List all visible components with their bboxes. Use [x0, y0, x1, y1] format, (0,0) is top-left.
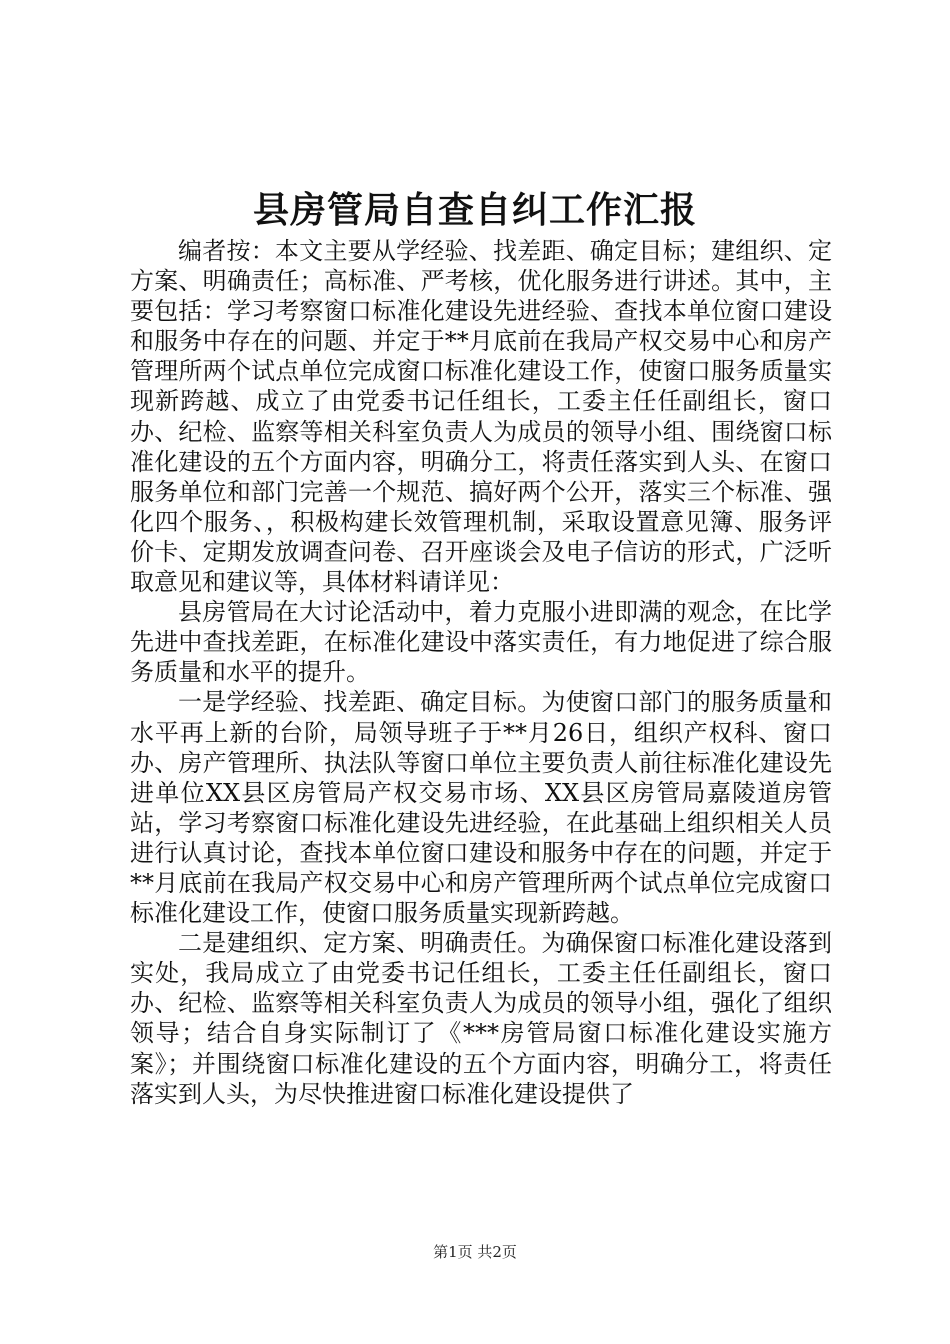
page-number-footer: 第1页 共2页: [433, 1243, 517, 1261]
paragraph-editor-note: 编者按：本文主要从学经验、找差距、确定目标；建组织、定方案、明确责任；高标准、严考核，优化服务进行讲述。其中，主要包括：学习考察窗口标准化建设先进经验、查找本单位窗口建设和服务中存在的问题、并定于**月底前在我局产权交易中心和房产管理所两个试点单位完成窗口标准化建设工作，使窗口服务质量实现新跨越、成立了由党委书记任组长，工委主任任副组长，窗口办、纪检、监察等相关科室负责人为成员的领导小组、围绕窗口标准化建设的五个方面内容，明确分工，将责任落实到人头、在窗口服务单位和部门完善一个规范、搞好两个公开，落实三个标准、强化四个服务、，积极构建长效管理机制，采取设置意见簿、服务评价卡、定期发放调查问卷、召开座谈会及电子信访的形式，广泛听取意见和建议等，具体材料请详见：: [130, 237, 832, 597]
paragraph-point-two: 二是建组织、定方案、明确责任。为确保窗口标准化建设落到实处，我局成立了由党委书记任组长，工委主任任副组长，窗口办、纪检、监察等相关科室负责人为成员的领导小组，强化了组织领导；结合自身实际制订了《***房管局窗口标准化建设实施方案》；并围绕窗口标准化建设的五个方面内容，明确分工，将责任落实到人头，为尽快推进窗口标准化建设提供了: [130, 929, 832, 1108]
document-title: 县房管局自查自纠工作汇报: [252, 189, 697, 231]
document-body: [130, 236, 832, 1109]
paragraph-point-one: 一是学经验、找差距、确定目标。为使窗口部门的服务质量和水平再上新的台阶，局领导班子于**月26日，组织产权科、窗口办、房产管理所、执法队等窗口单位主要负责人前往标准化建设先进单位XX县区房管局产权交易市场、XX县区房管局嘉陵道房管站，学习考察窗口标准化建设先进经验，在此基础上组织相关人员进行认真讨论，查找本单位窗口建设和服务中存在的问题，并定于**月底前在我局产权交易中心和房产管理所两个试点单位完成窗口标准化建设工作，使窗口服务质量实现新跨越。: [130, 688, 832, 928]
paragraph-intro: 县房管局在大讨论活动中，着力克服小进即满的观念，在比学先进中查找差距，在标准化建设中落实责任，有力地促进了综合服务质量和水平的提升。: [130, 598, 832, 687]
